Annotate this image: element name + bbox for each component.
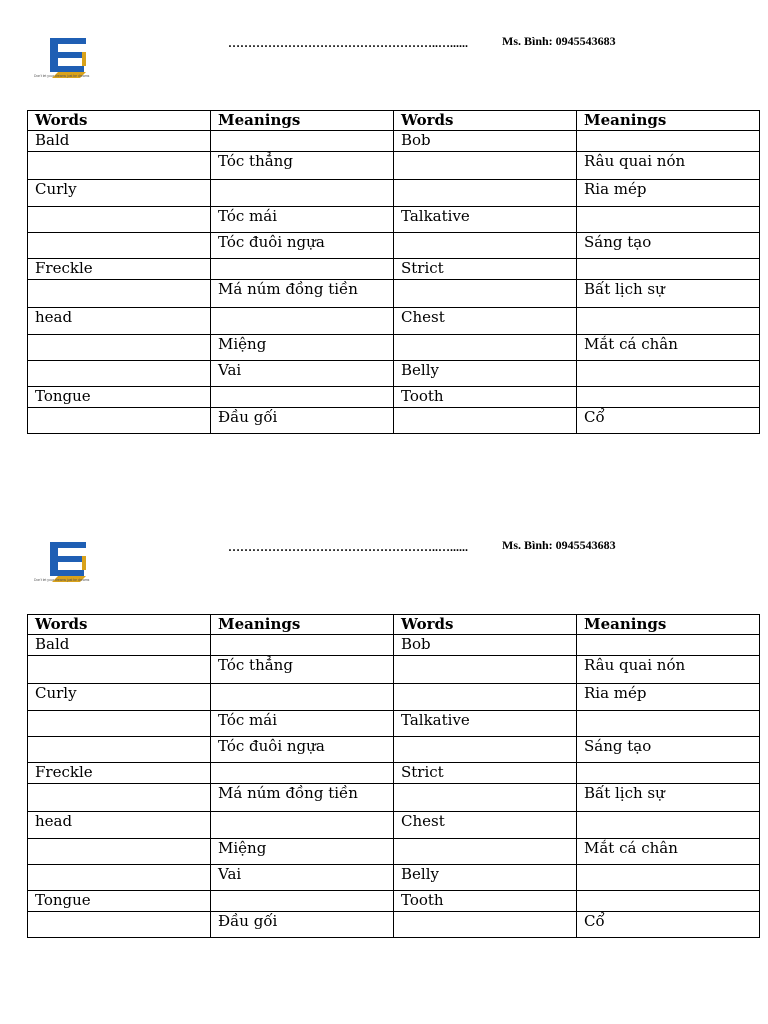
meaning-cell: Sáng tạo (577, 233, 760, 259)
word-cell (28, 711, 211, 737)
word-cell (394, 684, 577, 711)
table-row (28, 131, 760, 152)
meaning-cell (211, 259, 394, 280)
meaning-cell (211, 308, 394, 335)
meaning-cell: Sáng tạo (577, 737, 760, 763)
meaning-cell: Tóc thẳng (211, 152, 394, 180)
meaning-cell (211, 180, 394, 207)
word-cell (28, 656, 211, 684)
meaning-cell: Râu quai nón (577, 656, 760, 684)
meaning-cell (577, 308, 760, 335)
table-row (28, 387, 760, 408)
word-cell (28, 233, 211, 259)
meaning-cell: Miệng (211, 335, 394, 361)
table-row (28, 711, 760, 737)
logo-tagline: Don't let your dreams just be dreams (34, 74, 90, 78)
word-cell: head (28, 308, 211, 335)
word-cell (394, 280, 577, 308)
word-cell: Bob (394, 131, 577, 152)
meaning-cell (577, 131, 760, 152)
meaning-cell (577, 635, 760, 656)
word-cell: Chest (394, 308, 577, 335)
word-cell (394, 784, 577, 812)
meaning-cell (211, 684, 394, 711)
meaning-cell (211, 131, 394, 152)
word-cell: Strict (394, 259, 577, 280)
meaning-cell (577, 361, 760, 387)
header-meanings-1: Meanings (211, 615, 394, 635)
meaning-cell: Đầu gối (211, 912, 394, 938)
vocabulary-table (27, 614, 760, 938)
table-header-row (28, 111, 760, 131)
meaning-cell (211, 387, 394, 408)
word-cell: Belly (394, 865, 577, 891)
meaning-cell: Tóc đuôi ngựa (211, 737, 394, 763)
meaning-cell: Cổ (577, 408, 760, 434)
word-cell: Belly (394, 361, 577, 387)
header-words-2: Words (394, 615, 577, 635)
table-row (28, 259, 760, 280)
meaning-cell: Mắt cá chân (577, 335, 760, 361)
meaning-cell (577, 207, 760, 233)
meaning-cell: Đầu gối (211, 408, 394, 434)
student-name-blank: ……………………………………………..…...... (228, 540, 468, 554)
table-row (28, 408, 760, 434)
meaning-cell: Bất lịch sự (577, 280, 760, 308)
table-row (28, 361, 760, 387)
meaning-cell: Ria mép (577, 684, 760, 711)
meaning-cell: Bất lịch sự (577, 784, 760, 812)
header-words-1: Words (28, 111, 211, 131)
table-row (28, 865, 760, 891)
meaning-cell (211, 635, 394, 656)
word-cell (394, 408, 577, 434)
table-row (28, 839, 760, 865)
table-row (28, 152, 760, 180)
table-row (28, 207, 760, 233)
meaning-cell (211, 812, 394, 839)
meaning-cell: Ria mép (577, 180, 760, 207)
word-cell (28, 912, 211, 938)
table-row (28, 308, 760, 335)
table-row (28, 280, 760, 308)
meaning-cell: Mắt cá chân (577, 839, 760, 865)
meaning-cell: Vai (211, 361, 394, 387)
meaning-cell: Miệng (211, 839, 394, 865)
meaning-cell: Vai (211, 865, 394, 891)
word-cell: Tongue (28, 891, 211, 912)
table-header-row (28, 615, 760, 635)
word-cell: Bob (394, 635, 577, 656)
header-words-1: Words (28, 615, 211, 635)
word-cell (28, 839, 211, 865)
logo-tagline: Don't let your dreams just be dreams (34, 578, 90, 582)
word-cell (394, 233, 577, 259)
word-cell: Bald (28, 635, 211, 656)
word-cell: Tooth (394, 387, 577, 408)
table-row (28, 912, 760, 938)
word-cell: Bald (28, 131, 211, 152)
meaning-cell: Tóc mái (211, 711, 394, 737)
word-cell (394, 335, 577, 361)
word-cell: Curly (28, 180, 211, 207)
word-cell (28, 865, 211, 891)
table-row (28, 737, 760, 763)
header-meanings-2: Meanings (577, 111, 760, 131)
word-cell (394, 912, 577, 938)
word-cell (394, 737, 577, 763)
table-row (28, 784, 760, 812)
table-row (28, 233, 760, 259)
student-name-blank: ……………………………………………..…...... (228, 36, 468, 50)
word-cell (28, 784, 211, 812)
table-row (28, 891, 760, 912)
table-row (28, 812, 760, 839)
word-cell (28, 361, 211, 387)
word-cell (394, 656, 577, 684)
header-meanings-2: Meanings (577, 615, 760, 635)
table-row (28, 335, 760, 361)
word-cell: Tooth (394, 891, 577, 912)
table-row (28, 763, 760, 784)
word-cell: Talkative (394, 207, 577, 233)
meaning-cell (577, 387, 760, 408)
word-cell (28, 280, 211, 308)
word-cell: Freckle (28, 763, 211, 784)
word-cell: Freckle (28, 259, 211, 280)
meaning-cell: Má núm đồng tiền (211, 280, 394, 308)
meaning-cell (577, 259, 760, 280)
meaning-cell: Râu quai nón (577, 152, 760, 180)
word-cell: Chest (394, 812, 577, 839)
vocabulary-table (27, 110, 760, 434)
meaning-cell (577, 711, 760, 737)
table-row (28, 656, 760, 684)
meaning-cell: Tóc mái (211, 207, 394, 233)
meaning-cell (577, 891, 760, 912)
worksheet-2 (0, 504, 768, 1008)
logo-e-icon (44, 34, 100, 86)
word-cell (28, 408, 211, 434)
word-cell (28, 335, 211, 361)
meaning-cell: Má núm đồng tiền (211, 784, 394, 812)
meaning-cell (577, 763, 760, 784)
word-cell: Talkative (394, 711, 577, 737)
meaning-cell: Tóc đuôi ngựa (211, 233, 394, 259)
word-cell: Curly (28, 684, 211, 711)
table-row (28, 180, 760, 207)
meaning-cell (211, 891, 394, 912)
meaning-cell: Cổ (577, 912, 760, 938)
meaning-cell (577, 865, 760, 891)
word-cell: head (28, 812, 211, 839)
word-cell (28, 152, 211, 180)
meaning-cell: Tóc thẳng (211, 656, 394, 684)
word-cell: Tongue (28, 387, 211, 408)
meaning-cell (211, 763, 394, 784)
word-cell: Strict (394, 763, 577, 784)
header-words-2: Words (394, 111, 577, 131)
table-row (28, 635, 760, 656)
word-cell (28, 207, 211, 233)
word-cell (394, 180, 577, 207)
word-cell (28, 737, 211, 763)
header-meanings-1: Meanings (211, 111, 394, 131)
teacher-contact: Ms. Bình: 0945543683 (502, 34, 616, 48)
table-row (28, 684, 760, 711)
meaning-cell (577, 812, 760, 839)
teacher-contact: Ms. Bình: 0945543683 (502, 538, 616, 552)
word-cell (394, 152, 577, 180)
worksheet-1 (0, 0, 768, 504)
word-cell (394, 839, 577, 865)
logo-e-icon (44, 538, 100, 590)
